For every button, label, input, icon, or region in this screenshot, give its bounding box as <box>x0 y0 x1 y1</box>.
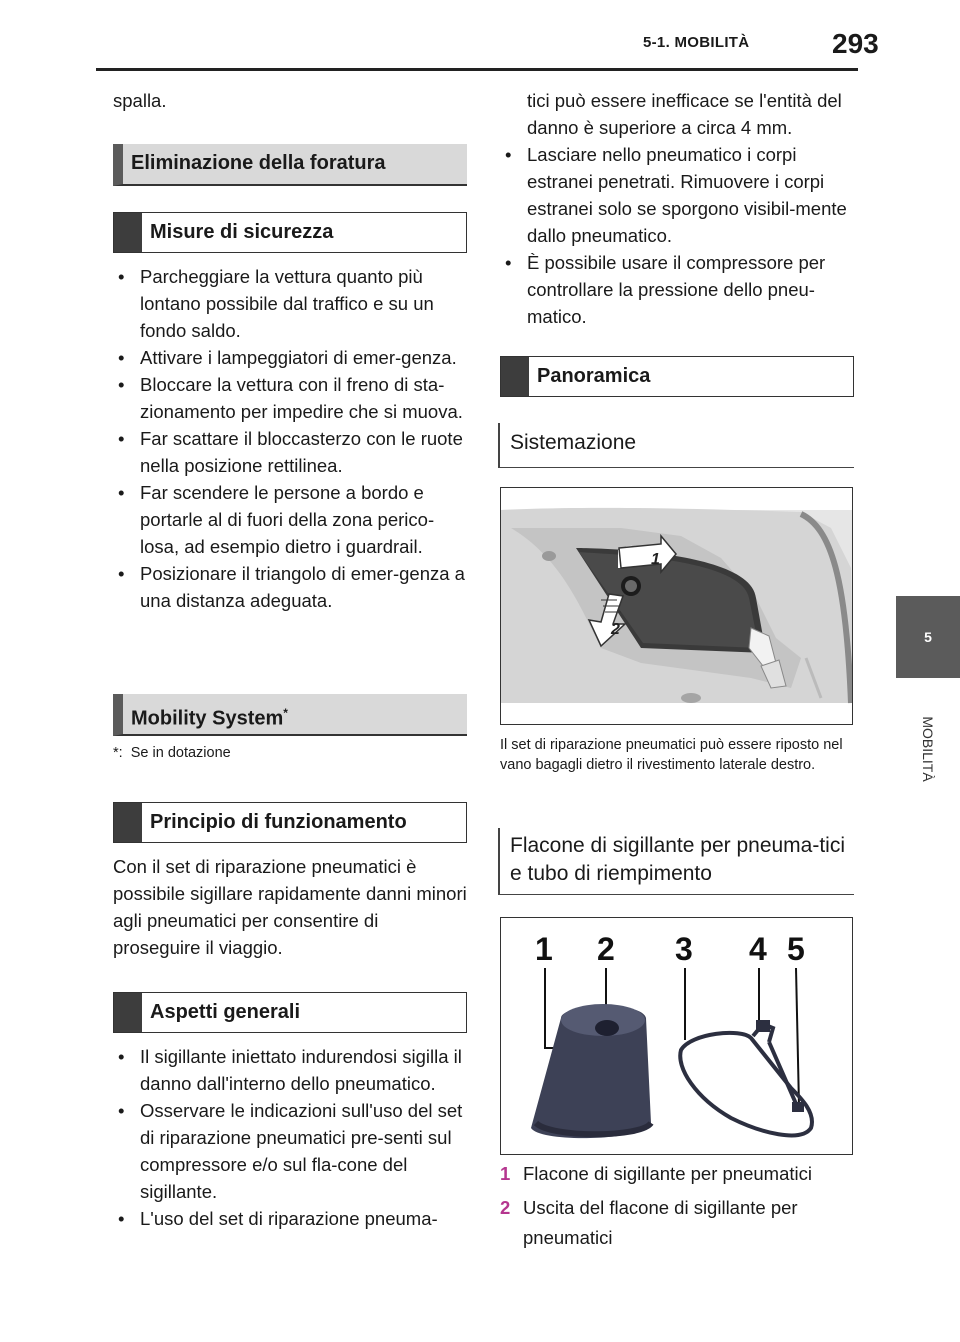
intro-text: spalla. <box>113 90 167 111</box>
figure-caption: Il set di riparazione pneumatici può essere riposto nel vano bagagli dietro il rivestimento laterale destro. <box>500 737 843 773</box>
list-item: • Bloccare la vettura con il freno di sta-zionamento per impedire che si muova. <box>113 371 471 425</box>
legend-text: Uscita del flacone di sigillante per pneumatici <box>523 1197 798 1248</box>
header-rule <box>96 68 858 71</box>
list-item: • Far scattare il bloccasterzo con le ruote nella posizione rettilinea. <box>113 425 471 479</box>
footnote <box>113 745 231 761</box>
list-item: • Attivare i lampeggiatori di emer-genza. <box>113 344 471 371</box>
callout-2: 2 <box>611 621 620 638</box>
section-heading-text: Eliminazione della foratura <box>131 152 386 174</box>
footnote-text: Se in dotazione <box>130 745 231 761</box>
list-item: • Lasciare nello pneumatico i corpi estranei penetrati. Rimuovere i corpi estranei solo se sporgono visibil-mente dallo pneumatico. <box>500 141 858 249</box>
safety-list <box>113 263 471 614</box>
legend-number: 2 <box>500 1197 511 1218</box>
list-item: • È possibile usare il compressore per controllare la pressione dello pneu-matico. <box>500 249 858 330</box>
box-marker <box>501 357 529 396</box>
trunk-illustration <box>501 488 853 725</box>
chapter-tab-label-text: MOBILITÀ <box>920 716 936 782</box>
list-item: • Osservare le indicazioni sull'uso del set di riparazione pneumatici pre-senti sul compressore e/o sul fla-cone del sigillante. <box>113 1097 471 1205</box>
sealant-bottle <box>531 1004 651 1138</box>
chapter-tab-number: 5 <box>896 596 960 678</box>
valve-adapter <box>792 1102 804 1112</box>
callout-4: 4 <box>749 931 767 967</box>
list-item: • Parcheggiare la vettura quanto più lontano possibile dal traffico e su un fondo saldo. <box>113 263 471 344</box>
legend-number: 1 <box>500 1163 511 1184</box>
subheading: Sistemazione <box>498 423 854 468</box>
box-heading-text: Panoramica <box>537 365 651 387</box>
callout-2: 2 <box>597 931 615 967</box>
section-heading <box>113 144 467 186</box>
list-item: • L'uso del set di riparazione pneuma- <box>113 1205 471 1232</box>
callout-1: 1 <box>535 931 553 967</box>
page-number: 293 <box>832 28 879 59</box>
subheading: Flacone di sigillante per pneuma-tici e tubo di riempimento <box>498 828 854 895</box>
legend-item <box>500 1193 855 1253</box>
callout-3: 3 <box>675 931 693 967</box>
box-heading <box>500 356 854 397</box>
sealant-figure <box>500 917 853 1155</box>
trunk-figure <box>500 487 853 725</box>
box-heading <box>113 802 467 843</box>
legend-text: Flacone di sigillante per pneumatici <box>523 1163 812 1184</box>
list-item: • Posizionare il triangolo di emer-genza a una distanza adeguata. <box>113 560 471 614</box>
box-marker <box>114 803 142 842</box>
right-list <box>500 141 858 330</box>
box-heading <box>113 992 467 1033</box>
box-marker <box>114 993 142 1032</box>
section-heading <box>113 694 467 736</box>
hose-connector <box>756 1020 770 1032</box>
general-list <box>113 1043 471 1232</box>
sealant-illustration <box>501 918 853 1155</box>
legend-item <box>500 1159 855 1189</box>
list-item: • Far scendere le persone a bordo e portarle al di fuori della zona perico-losa, ad esempio dietro i guardrail. <box>113 479 471 560</box>
box-heading-text: Aspetti generali <box>150 1001 301 1023</box>
running-header: 5-1. MOBILITÀ <box>643 34 750 51</box>
list-item: • Il sigillante iniettato indurendosi sigilla il danno dall'interno dello pneumatico. <box>113 1043 471 1097</box>
callout-1: 1 <box>651 551 660 568</box>
footnote-mark: *: <box>113 745 123 761</box>
filling-hose <box>680 1024 812 1135</box>
box-heading <box>113 212 467 253</box>
box-heading-text: Misure di sicurezza <box>150 221 334 243</box>
callout-5: 5 <box>787 931 805 967</box>
box-marker <box>114 213 142 252</box>
section-heading-text: Mobility System <box>131 707 284 730</box>
chapter-tab-label <box>896 678 960 820</box>
footnote-marker: * <box>283 706 288 720</box>
continued-text: tici può essere inefficace se l'entità del danno è superiore a circa 4 mm. <box>527 90 842 138</box>
box-heading-text: Principio di funzionamento <box>150 811 407 833</box>
paragraph: Con il set di riparazione pneumatici è possibile sigillare rapidamente danni minori agli pneumatici per consentire di proseguire il viaggio. <box>113 856 467 958</box>
